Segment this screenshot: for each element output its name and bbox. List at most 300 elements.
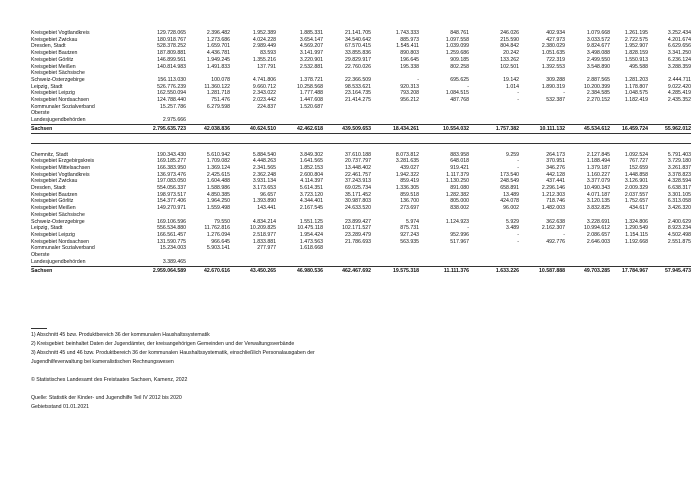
table-cell: 6.279.598 (206, 103, 230, 110)
region-name: Kreisgebiet Zwickau (31, 36, 78, 43)
table-cell: 21.414.275 (345, 97, 371, 104)
table-cell: 1.369.124 (206, 164, 230, 171)
region-name: Kommunaler Sozialverband (31, 245, 95, 252)
table-cell: 1.117.379 (446, 171, 469, 178)
table-cell: 43.450.265 (230, 266, 276, 274)
table-cell: 6.638.317 (667, 185, 691, 192)
table-cell: 956.212 (400, 97, 419, 104)
table-cell: 169.106.596 (157, 218, 186, 225)
table-cell: 21.141.705 (345, 30, 371, 36)
region-name: Landesjugendbehörden (31, 117, 86, 124)
total-row (31, 124, 691, 133)
table-cell: 927.243 (400, 231, 419, 238)
table-cell: 30.987.803 (345, 198, 371, 205)
table-cell (469, 212, 519, 219)
table-cell (276, 252, 323, 259)
region-name: Leipzig, Stadt (31, 225, 63, 232)
table-cell (469, 70, 519, 77)
table-cell: 859.518 (400, 191, 419, 198)
table-cell: 487.768 (450, 97, 469, 104)
table-row (31, 84, 691, 91)
table-cell: 2.380.029 (541, 43, 565, 50)
table-cell: 166.383.950 (157, 164, 186, 171)
section-divider (31, 143, 691, 152)
table-cell: 3.931.134 (252, 178, 276, 185)
table-row (31, 117, 691, 124)
table-cell: 3.301.105 (667, 191, 691, 198)
table-cell: 890.803 (400, 50, 419, 57)
table-cell: 246.026 (500, 30, 519, 36)
table-cell (323, 245, 371, 252)
table-cell: 195.338 (400, 63, 419, 70)
table-cell: 5.791.403 (667, 151, 691, 158)
table-cell: 2.532.881 (299, 63, 323, 70)
table-cell: 49.703.285 (565, 266, 610, 274)
table-cell: 1.757.382 (469, 124, 519, 133)
table-cell: 3.498.088 (586, 50, 610, 57)
region-name: Schweiz-Osterzgebirge (31, 218, 85, 225)
table-row (31, 219, 691, 226)
table-row (31, 225, 691, 232)
table-cell: 309.288 (546, 76, 565, 83)
table-cell: 3.261.837 (667, 164, 691, 171)
table-cell: 18.434.261 (371, 124, 419, 133)
table-cell (419, 252, 469, 259)
region-name: Kreisgebiet Nordsachsen (31, 97, 89, 104)
table-cell: 10.200.399 (584, 83, 610, 90)
table-cell: 3.228.691 (586, 218, 610, 225)
table-cell: 532.387 (546, 97, 565, 104)
table-cell: 526.776.239 (157, 83, 186, 90)
region-name: Kommunaler Sozialverband (31, 103, 95, 110)
region-name: Schweiz-Osterzgebirge (31, 76, 85, 83)
table-row (31, 152, 691, 159)
table-cell: 1.964.250 (206, 198, 230, 205)
table-cell: 751.476 (211, 97, 230, 104)
table-cell: 2.362.248 (252, 171, 276, 178)
table-cell: 3.173.653 (252, 185, 276, 192)
table-cell: 10.587.888 (519, 266, 565, 274)
table-cell: 149.270.971 (157, 205, 186, 212)
table-cell: 1.182.419 (624, 97, 648, 104)
table-cell: 1.324.806 (624, 218, 648, 225)
table-cell: 1.447.608 (299, 97, 323, 104)
table-cell (469, 245, 519, 252)
expenditure-table (31, 30, 691, 274)
table-cell: - (517, 97, 519, 104)
table-cell (139, 110, 186, 117)
region-name: Kreisgebiet Leipzig (31, 231, 75, 238)
table-cell: 69.025.734 (345, 185, 371, 192)
table-cell: 439.027 (400, 164, 419, 171)
table-cell: 19.575.318 (371, 266, 419, 274)
table-cell: 718.746 (546, 198, 565, 205)
table-cell: 3.489 (506, 225, 519, 232)
table-cell: 4.448.263 (252, 158, 276, 165)
table-cell: 1.954.424 (299, 231, 323, 238)
table-cell: 6.629.656 (667, 43, 691, 50)
table-cell (371, 70, 419, 77)
table-cell: 1.259.686 (445, 50, 469, 57)
table-cell: 1.379.187 (586, 164, 610, 171)
table-cell: 4.201.674 (667, 36, 691, 43)
table-cell (323, 70, 371, 77)
footnote-rule (31, 328, 47, 329)
table-cell: 15.234.003 (160, 245, 186, 252)
table-cell: 848.761 (450, 30, 469, 36)
table-cell (648, 245, 691, 252)
table-cell: 1.491.833 (206, 63, 230, 70)
table-row (31, 198, 691, 205)
table-cell (230, 259, 276, 266)
table-cell: 133.262 (500, 56, 519, 63)
table-cell: 16.459.724 (610, 124, 648, 133)
table-cell: 1.448.858 (624, 171, 648, 178)
table-cell: 190.343.430 (157, 151, 186, 158)
table-cell (186, 117, 230, 124)
table-cell: 4.502.498 (667, 231, 691, 238)
table-cell (186, 212, 230, 219)
table-row (31, 104, 691, 111)
table-cell: 197.083.050 (157, 178, 186, 185)
table-cell (469, 252, 519, 259)
table-cell (276, 70, 323, 77)
table-cell: 224.837 (257, 103, 276, 110)
table-cell: 1.392.553 (541, 63, 565, 70)
table-cell: 15.257.786 (160, 103, 186, 110)
table-cell (610, 245, 648, 252)
table-cell: 10.490.343 (584, 185, 610, 192)
table-cell: 370.951 (546, 158, 565, 165)
table-cell (419, 117, 469, 124)
table-cell: 17.784.967 (610, 266, 648, 274)
table-cell: 10.111.132 (519, 124, 565, 133)
table-cell: 198.973.517 (157, 191, 186, 198)
table-cell: 4.741.806 (252, 76, 276, 83)
table-cell: 2.425.615 (206, 171, 230, 178)
table-cell: 2.086.657 (586, 231, 610, 238)
table-cell: 6.236.124 (667, 56, 691, 63)
table-cell: 143.441 (257, 205, 276, 212)
table-cell: 33.855.836 (345, 50, 371, 57)
table-cell: 437.441 (546, 178, 565, 185)
table-cell: 3.832.825 (586, 205, 610, 212)
table-cell: 3.654.147 (299, 36, 323, 43)
table-cell (519, 245, 565, 252)
footnote-1: 1) Abschnitt 45 bzw. Produktbereich 36 der kommunalen Haushaltssystematik (31, 332, 210, 338)
table-cell: 2.959.064.589 (139, 266, 186, 274)
table-cell: 2.400.629 (667, 218, 691, 225)
footnotes (31, 328, 591, 412)
table-cell (610, 252, 648, 259)
table-cell: 215.590 (500, 36, 519, 43)
table-cell: 23.164.735 (345, 90, 371, 97)
table-cell: 802.258 (450, 63, 469, 70)
table-cell: 20.242 (503, 50, 519, 57)
table-cell: 1.290.549 (624, 225, 648, 232)
region-name: Oberste (31, 110, 50, 117)
table-cell: 1.709.082 (206, 158, 230, 165)
table-cell: 9.022.420 (667, 83, 691, 90)
table-cell: 434.617 (629, 205, 648, 212)
table-cell: 424.078 (500, 198, 519, 205)
table-cell: 1.378.721 (299, 76, 323, 83)
table-cell: 1.014 (506, 83, 519, 90)
table-cell: 11.111.376 (419, 266, 469, 274)
table-cell (276, 259, 323, 266)
table-cell: 1.154.115 (625, 231, 648, 238)
table-cell (565, 252, 610, 259)
table-row (31, 178, 691, 185)
table-cell (371, 104, 419, 111)
table-cell: 5.610.942 (206, 151, 230, 158)
table-cell: 1.192.668 (624, 238, 648, 245)
region-name: Sachsen (31, 124, 139, 133)
table-cell: 136.973.476 (157, 171, 186, 178)
table-cell: 3.126.901 (624, 178, 648, 185)
table-cell (371, 245, 419, 252)
table-cell: 11.360.122 (204, 83, 230, 90)
table-cell: - (517, 164, 519, 171)
table-cell: 1.079.668 (586, 30, 610, 36)
table-cell: 129.728.065 (157, 30, 186, 36)
table-cell: 24.633.520 (345, 205, 371, 212)
copyright-text: © Statistisches Landesamt des Freistaates Sachsen, Kamenz, 2022 (31, 377, 188, 383)
table-cell: 2.384.585 (586, 90, 610, 97)
table-cell: 5.974 (406, 218, 419, 225)
table-cell: - (563, 90, 565, 97)
footnote-2: 2) Kreisgebiet: beinhaltet Daten der Jugendämter, der kreisangehörigen Gemeinden und der Verwaltungsverbände (31, 341, 295, 347)
table-cell: 2.646.003 (586, 238, 610, 245)
region-name: Kreisgebiet Görlitz (31, 56, 74, 63)
table-cell: 556.534.880 (157, 225, 186, 232)
table-cell (230, 117, 276, 124)
table-cell: 100.078 (211, 76, 230, 83)
table-cell: 1.659.701 (206, 43, 230, 50)
table-cell: 4.569.207 (299, 43, 323, 50)
table-cell: 1.942.322 (395, 171, 419, 178)
table-cell (565, 110, 610, 117)
table-cell (230, 212, 276, 219)
table-cell: 427.973 (546, 36, 565, 43)
table-cell (419, 212, 469, 219)
table-cell (139, 212, 186, 219)
table-cell: 102.171.527 (342, 225, 371, 232)
table-cell: 35.171.452 (345, 191, 371, 198)
table-cell (648, 110, 691, 117)
table-cell: 891.080 (450, 185, 469, 192)
table-cell: 1.641.565 (299, 158, 323, 165)
table-cell: 3.729.180 (667, 158, 691, 165)
region-name: Oberste (31, 252, 50, 259)
table-cell (565, 70, 610, 77)
table-cell (323, 212, 371, 219)
table-cell: 264.173 (546, 151, 565, 158)
table-cell: 2.162.307 (541, 225, 565, 232)
table-cell (648, 259, 691, 266)
table-cell: 10.258.568 (297, 83, 323, 90)
table-cell: 4.344.401 (299, 198, 323, 205)
table-cell (519, 212, 565, 219)
region-name: Kreisgebiet Bautzen (31, 50, 78, 57)
table-row (31, 37, 691, 44)
table-cell (371, 259, 419, 266)
table-cell (648, 212, 691, 219)
table-cell: 1.051.635 (541, 50, 565, 57)
table-cell (469, 259, 519, 266)
table-cell: 173.540 (500, 171, 519, 178)
table-cell: 1.890.319 (541, 83, 565, 90)
table-cell (371, 212, 419, 219)
table-row (31, 64, 691, 71)
table-cell: 96.002 (503, 205, 519, 212)
table-cell: 3.281.635 (395, 158, 419, 165)
table-cell (419, 110, 469, 117)
table-cell: 1.212.303 (541, 191, 565, 198)
table-cell: 793.208 (400, 90, 419, 97)
table-cell: - (517, 231, 519, 238)
table-cell: 57.945.473 (648, 266, 691, 274)
table-row (31, 192, 691, 199)
table-cell: 1.473.563 (299, 238, 323, 245)
table-cell: 1.261.195 (624, 30, 648, 36)
table-cell: 402.934 (546, 30, 565, 36)
region-name: Kreisgebiet Sächsische (31, 70, 85, 77)
table-cell: 37.243.913 (345, 178, 371, 185)
table-cell: 124.788.440 (157, 97, 186, 104)
table-cell (565, 117, 610, 124)
table-cell: 722.319 (546, 56, 565, 63)
table-cell: 1.852.153 (299, 164, 323, 171)
table-row (31, 97, 691, 104)
table-cell: 805.000 (450, 198, 469, 205)
table-cell: 2.270.152 (586, 97, 610, 104)
table-row (31, 158, 691, 165)
table-cell: 4.850.385 (206, 191, 230, 198)
table-cell: 3.426.320 (667, 205, 691, 212)
table-cell: 19.142 (503, 76, 519, 83)
year-header-row (31, 133, 691, 143)
table-cell: 362.638 (546, 218, 565, 225)
table-cell: 804.842 (500, 43, 519, 50)
table-cell (186, 259, 230, 266)
table-cell: - (517, 90, 519, 97)
table-cell: 3.252.434 (667, 30, 691, 36)
total-row (31, 266, 691, 274)
table-cell (139, 252, 186, 259)
table-cell (323, 252, 371, 259)
table-row (31, 90, 691, 97)
table-cell: - (517, 158, 519, 165)
table-cell: 1.336.305 (395, 185, 419, 192)
table-cell: 2.127.845 (586, 151, 610, 158)
table-cell: 23.289.479 (345, 231, 371, 238)
table-cell: 1.743.333 (395, 30, 419, 36)
table-cell (519, 110, 565, 117)
table-cell (519, 70, 565, 77)
table-cell (610, 104, 648, 111)
table-cell: 2.444.711 (668, 76, 691, 83)
table-cell: 4.071.187 (586, 191, 610, 198)
table-cell (565, 245, 610, 252)
table-cell (419, 259, 469, 266)
region-name: Kreisgebiet Meißen (31, 63, 76, 70)
table-cell: 767.727 (629, 158, 648, 165)
table-cell: 20.737.797 (345, 158, 371, 165)
table-cell: 22.461.757 (345, 171, 371, 178)
table-cell: 1.097.558 (445, 36, 469, 43)
region-name: Kreisgebiet Leipzig (31, 90, 75, 97)
table-cell: 2.296.146 (541, 185, 565, 192)
table-cell: 1.130.250 (445, 178, 469, 185)
region-name: Kreisgebiet Görlitz (31, 198, 74, 205)
table-cell: 3.377.079 (586, 178, 610, 185)
table-cell: 648.018 (450, 158, 469, 165)
region-name: Kreisgebiet Vogtlandkreis (31, 171, 90, 178)
table-cell (230, 70, 276, 77)
table-cell (419, 104, 469, 111)
table-row (31, 239, 691, 246)
region-name: Kreisgebiet Zwickau (31, 178, 78, 185)
region-name: Kreisgebiet Erzgebirgskreis (31, 158, 95, 165)
table-cell: 162.550.094 (157, 90, 186, 97)
table-cell: 658.891 (500, 185, 519, 192)
table-cell: 21.786.693 (345, 238, 371, 245)
table-cell: 40.624.510 (230, 124, 276, 133)
table-cell: 46.980.536 (276, 266, 323, 274)
table-cell: 1.124.923 (445, 218, 469, 225)
table-cell (565, 212, 610, 219)
table-cell: 9.660.712 (252, 83, 276, 90)
table-cell: 1.048.575 (624, 90, 648, 97)
table-cell (186, 252, 230, 259)
table-cell: 180.918.767 (157, 36, 186, 43)
region-name: Kreisgebiet Bautzen (31, 191, 78, 198)
table-cell: 2.795.635.723 (139, 124, 186, 133)
table-cell (230, 110, 276, 117)
table-cell: 1.777.488 (299, 90, 323, 97)
table-row (31, 30, 691, 37)
table-cell: 169.185.277 (157, 158, 186, 165)
table-cell: 920.313 (400, 83, 419, 90)
table-cell: 554.056.337 (157, 185, 186, 192)
table-row (31, 70, 691, 77)
table-cell: 2.499.550 (586, 56, 610, 63)
table-cell: 8.923.234 (667, 225, 691, 232)
year-label (31, 133, 691, 143)
table-cell: 156.113.030 (157, 76, 186, 83)
table-cell: 131.590.775 (157, 238, 186, 245)
table-cell (610, 259, 648, 266)
table-row (31, 50, 691, 57)
table-cell (371, 110, 419, 117)
table-cell: 3.723.120 (299, 191, 323, 198)
region-name: Kreisgebiet Mittelsachsen (31, 164, 91, 171)
table-cell (469, 110, 519, 117)
table-cell: 3.849.302 (299, 151, 323, 158)
table-cell: 1.833.881 (252, 238, 276, 245)
table-cell (648, 70, 691, 77)
table-cell: 9.259 (506, 151, 519, 158)
table-cell: 42.038.836 (186, 124, 230, 133)
table-cell: 1.276.094 (206, 231, 230, 238)
table-cell: 3.548.890 (586, 63, 610, 70)
table-cell (419, 245, 469, 252)
table-cell: 22.366.509 (345, 76, 371, 83)
table-cell: 55.962.012 (648, 124, 691, 133)
table-cell (186, 110, 230, 117)
table-cell: 2.037.557 (624, 191, 648, 198)
